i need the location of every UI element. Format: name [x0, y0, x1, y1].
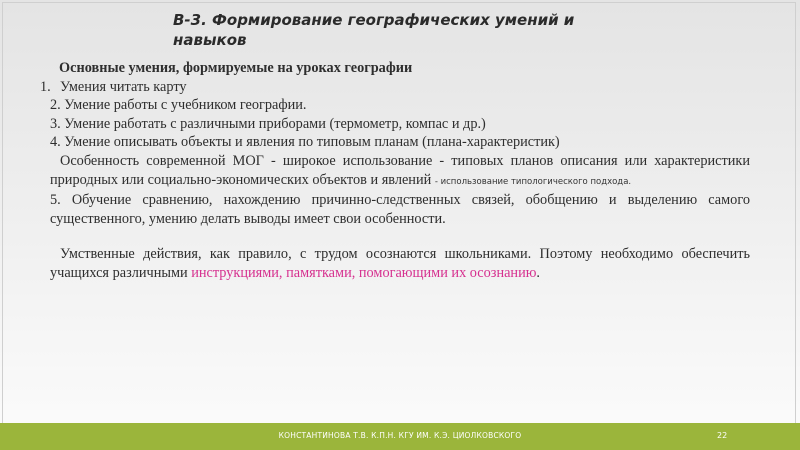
slide-title: В-3. Формирование географических умений и навыков	[173, 11, 575, 49]
feature-paragraph	[50, 152, 750, 191]
feature-note: - использование типологического подхода.	[434, 176, 632, 187]
list-item-1-number: 1.	[40, 78, 51, 95]
list-item-3: 3. Умение работать с различными приборами (термометр, компас и др.)	[50, 115, 486, 132]
list-item-2: 2. Умение работы с учебником географии.	[50, 97, 307, 114]
footer-author: КОНСТАНТИНОВА Т.В. К.П.Н. КГУ ИМ. К.Э. ЦИОЛКОВСКОГО	[278, 431, 522, 440]
slide-content	[40, 59, 750, 283]
page-number: 22	[717, 431, 728, 440]
list-item-5: 5. Обучение сравнению, нахождению причинно-следственных связей, обобщению и выделению самого существенного, умению делать выводы имеет свои особенности.	[50, 192, 750, 227]
list-item-1	[40, 78, 750, 97]
spacer	[50, 228, 750, 245]
content-heading: Основные умения, формируемые на уроках географии	[59, 60, 413, 76]
mental-text: Умственные действия, как правило, с трудом осознаются школьниками. Поэтому необходимо обеспечить учащихся различными	[50, 246, 750, 281]
list-item-4: 4. Умение описывать объекты и явления по типовым планам (плана-характеристик)	[50, 134, 560, 151]
feature-text: Особенность современной МОГ - широкое использование - типовых планов описания или характеристики природных или социально-экономических объектов и явлений	[50, 152, 750, 188]
list-item-1-text: Умения читать карту	[60, 78, 187, 95]
footer-bar	[0, 423, 800, 450]
mental-highlight: инструкциями, памятками, помогающими их осознанию	[191, 264, 537, 281]
mental-paragraph	[50, 245, 750, 282]
mental-end: .	[536, 264, 540, 281]
